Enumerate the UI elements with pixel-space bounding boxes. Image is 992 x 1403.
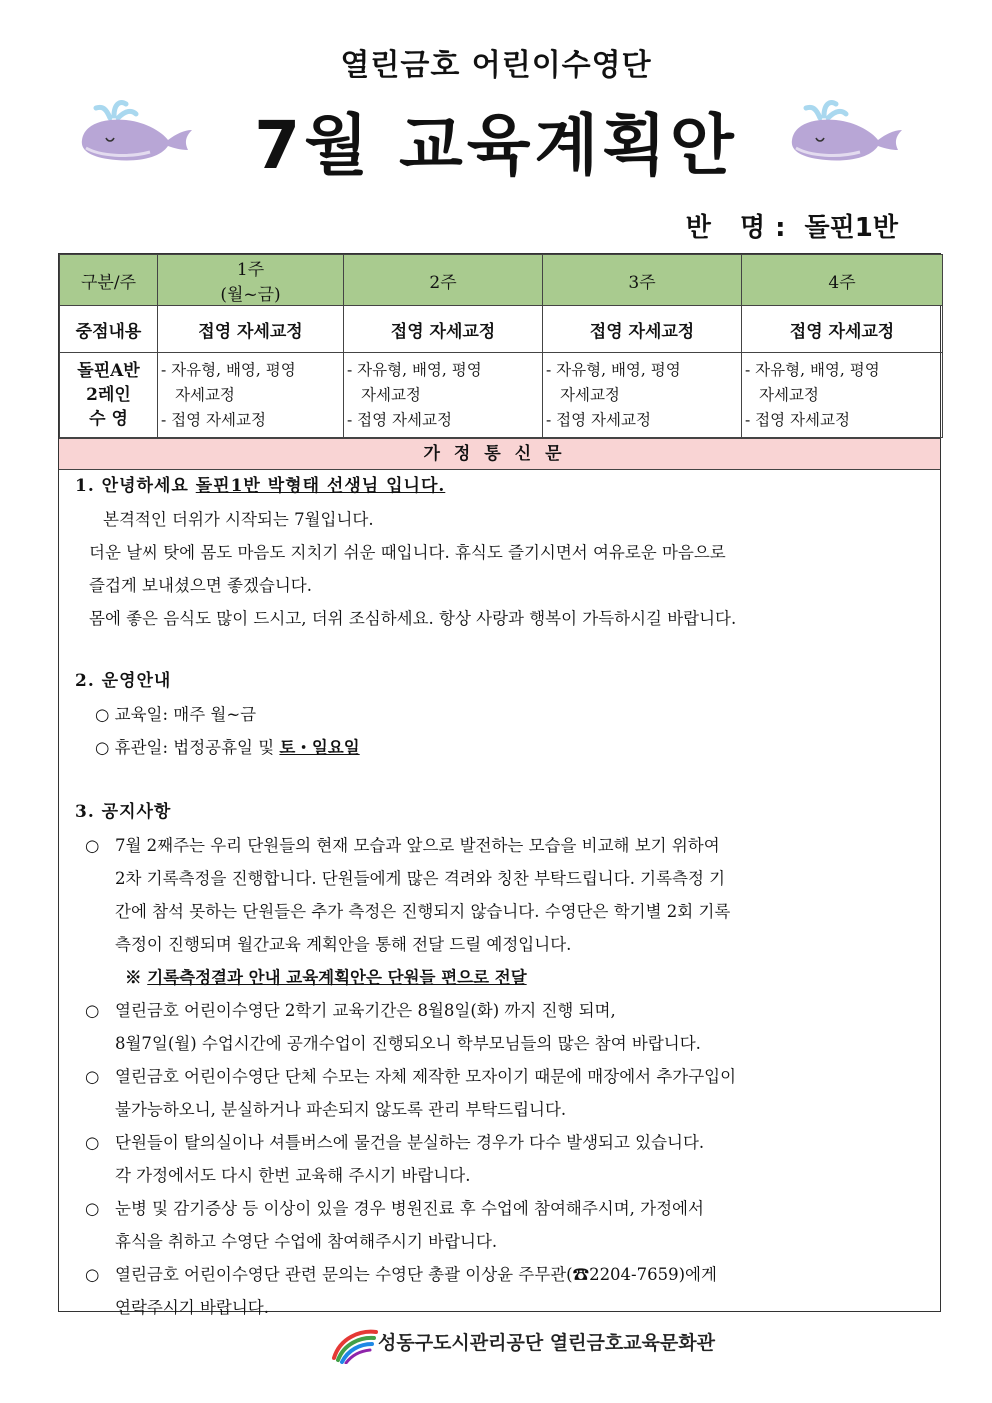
bullet-icon: ○ (85, 1067, 100, 1086)
org-title: 열린금호 어린이수영단 (340, 48, 652, 83)
swim-cell: - 자유형, 배영, 평영 자세교정 - 접영 자세교정 (158, 353, 344, 438)
focus-cell: 접영 자세교정 (543, 306, 742, 353)
whale-icon-right (786, 96, 906, 166)
class-value: 돌핀1반 (804, 213, 898, 243)
swim-cell: - 자유형, 배영, 평영 자세교정 - 접영 자세교정 (543, 353, 742, 438)
section2-item: ○ 교육일: 매주 월~금 (95, 705, 257, 724)
section1-title: 1. 안녕하세요 돌핀1반 박형태 선생님 입니다. (75, 476, 446, 496)
bullet-icon: ○ (85, 1199, 100, 1218)
section1-line: 즐겁게 보내셨으면 좋겠습니다. (89, 576, 312, 595)
bullet-icon: ○ (85, 1001, 100, 1020)
notice-item: ○ 열린금호 어린이수영단 관련 문의는 수영단 총괄 이상윤 주무관(☎2204-7659)에게 연락주시기 바랍니다. (75, 1258, 940, 1324)
bullet-icon: ○ (85, 1133, 100, 1152)
notice-item: ○ 7월 2째주는 우리 단원들의 현재 모습과 앞으로 발전하는 모습을 비교해 보기 위하여 2차 기록측정을 진행합니다. 단원들에게 많은 격려와 칭찬 부탁드립니다. 기록측정 기 간에 참석 못하는 단원들은 추가 측정은 진행되지 않습니다. 수영단은 학기별 2회 기록 측정이 진행되며 월간교육 계획안을 통해 전달 드릴 예정입니다. (75, 829, 940, 961)
notice-content (59, 470, 940, 1324)
focus-cell: 접영 자세교정 (158, 306, 344, 353)
table-header-row (60, 255, 943, 306)
section3-title: 3. 공지사항 (75, 802, 172, 822)
notice-item: ○ 열린금호 어린이수영단 단체 수모는 자체 제작한 모자이기 때문에 매장에서 추가구입이 불가능하오니, 분실하거나 파손되지 않도록 관리 부탁드립니다. (75, 1060, 940, 1126)
main-title: 7월 교육계획안 (254, 107, 738, 184)
notice-bar-title: 가정통신문 (59, 438, 940, 470)
header-cell-week1: 1주 (월~금) (158, 255, 344, 306)
header-cell: 구분/주 (60, 255, 158, 306)
section1-line: 몸에 좋은 음식도 많이 드시고, 더위 조심하세요. 항상 사랑과 행복이 가득하시길 바랍니다. (89, 609, 737, 628)
notice-item: ○ 눈병 및 감기증상 등 이상이 있을 경우 병원진료 후 수업에 참여해주시며, 가정에서 휴식을 취하고 수영단 수업에 참여해주시기 바랍니다. (75, 1192, 940, 1258)
bullet-icon: ○ (85, 836, 100, 855)
notice-item: ○ 단원들이 탈의실이나 셔틀버스에 물건을 분실하는 경우가 다수 발생되고 있습니다. 각 가정에서도 다시 한번 교육해 주시기 바랍니다. (75, 1126, 940, 1192)
swim-row-label: 돌핀A반 2레인 수 영 (60, 353, 158, 438)
plan-table (59, 254, 943, 438)
header-cell-week2: 2주 (344, 255, 543, 306)
section1-line: 더운 날씨 탓에 몸도 마음도 지치기 쉬운 때입니다. 휴식도 즐기시면서 여유로운 마음으로 (89, 543, 726, 562)
note-line: ※ 기록측정결과 안내 교육계획안은 단원들 편으로 전달 (125, 968, 527, 987)
focus-label: 중점내용 (60, 306, 158, 353)
focus-cell: 접영 자세교정 (344, 306, 543, 353)
focus-row (60, 306, 943, 353)
class-label: 반 명: (685, 213, 796, 243)
footer-org-text: 성동구도시관리공단 열린금호교육문화관 (378, 1332, 715, 1354)
section1-line: 본격적인 더위가 시작되는 7월입니다. (103, 510, 374, 529)
header-cell-week4: 4주 (742, 255, 943, 306)
footer (330, 1322, 715, 1368)
class-name (686, 207, 898, 244)
notice-item: ○ 열린금호 어린이수영단 2학기 교육기간은 8월8일(화) 까지 진행 되며, 8월7일(월) 수업시간에 공개수업이 진행되오니 학부모님들의 많은 참여 바랍니다. (75, 994, 940, 1060)
swim-row (60, 353, 943, 438)
focus-cell: 접영 자세교정 (742, 306, 943, 353)
bullet-icon: ○ (85, 1265, 100, 1284)
swim-cell: - 자유형, 배영, 평영 자세교정 - 접영 자세교정 (344, 353, 543, 438)
section2-item: ○ 휴관일: 법정공휴일 및 토・일요일 (95, 738, 360, 757)
whale-spout (806, 103, 846, 119)
header-cell-week3: 3주 (543, 255, 742, 306)
plan-frame (58, 253, 941, 1317)
swim-cell: - 자유형, 배영, 평영 자세교정 - 접영 자세교정 (742, 353, 943, 438)
section2-title: 2. 운영안내 (75, 671, 172, 691)
rainbow-logo-icon (330, 1324, 378, 1364)
